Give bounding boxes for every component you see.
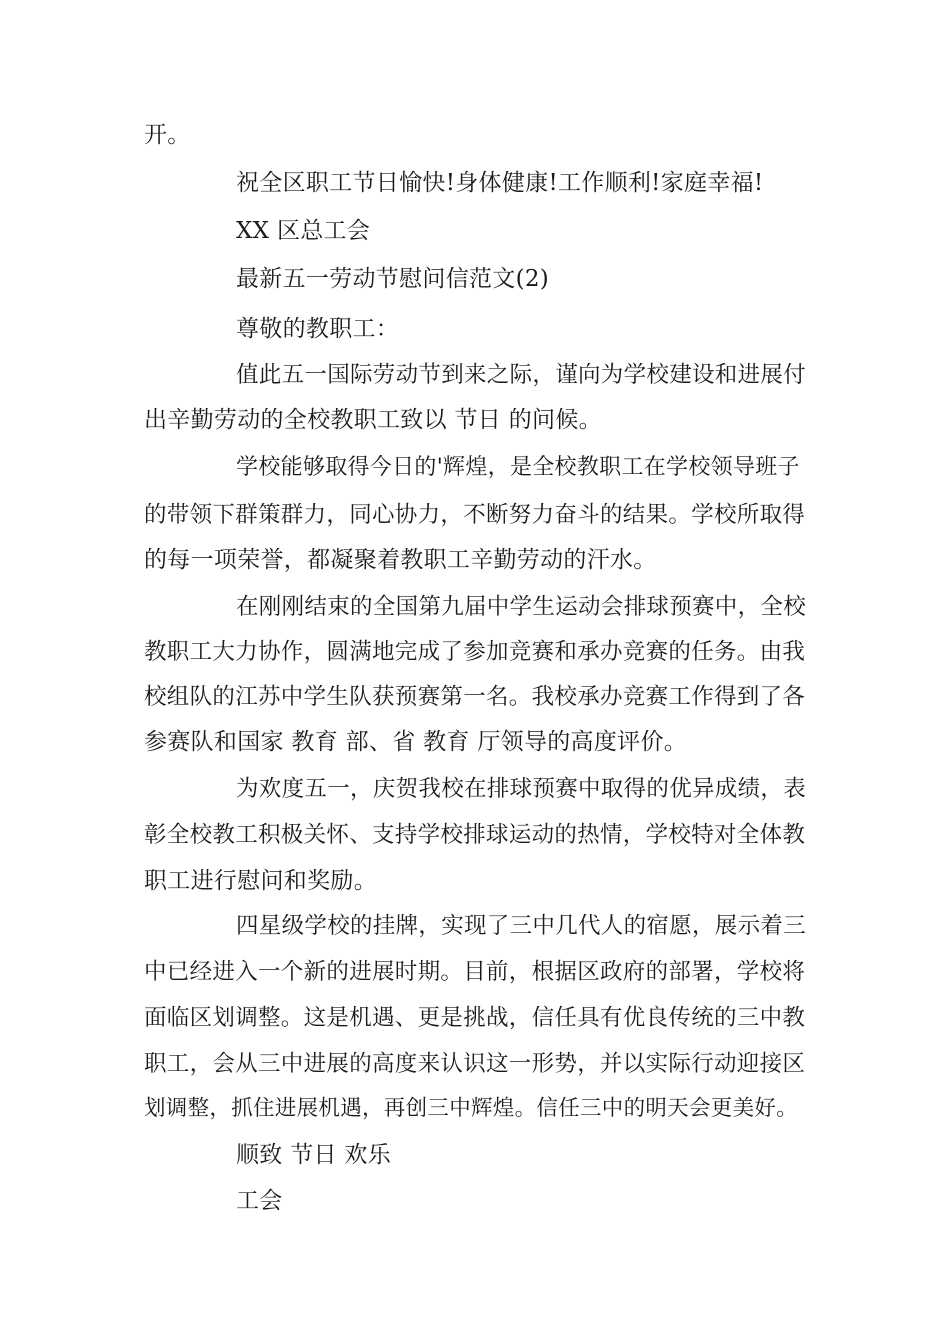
continuation-text: 开。 xyxy=(144,122,191,148)
paragraph-3-line-1: 在刚刚结束的全国第九届中学生运动会排球预赛中，全校 xyxy=(236,594,807,620)
paragraph-2-line-2: 的带领下群策群力，同心协力，不断努力奋斗的结果。学校所取得 xyxy=(144,502,806,528)
wish-line: 祝全区职工节日愉快!身体健康!工作顺利!家庭幸福! xyxy=(236,170,764,196)
sender-line: XX 区总工会 xyxy=(236,218,371,244)
paragraph-3-line-4: 参赛队和国家 教育 部、省 教育 厅领导的高度评价。 xyxy=(144,729,688,755)
paragraph-2-line-3: 的每一项荣誉，都凝聚着教职工辛勤劳动的汗水。 xyxy=(144,547,657,573)
paragraph-4-line-3: 职工进行慰问和奖励。 xyxy=(144,868,377,894)
paragraph-5-line-2: 中已经进入一个新的进展时期。目前，根据区政府的部署，学校将 xyxy=(144,959,806,985)
paragraph-2-line-1: 学校能够取得今日的'辉煌，是全校教职工在学校领导班子 xyxy=(236,455,800,480)
signature-line: 工会 xyxy=(236,1188,283,1214)
paragraph-5-line-1: 四星级学校的挂牌，实现了三中几代人的宿愿，展示着三 xyxy=(236,913,807,939)
paragraph-5-line-5: 划调整，抓住进展机遇，再创三中辉煌。信任三中的明天会更美好。 xyxy=(144,1096,799,1121)
letter-title: 最新五一劳动节慰问信范文(2) xyxy=(236,266,550,292)
paragraph-3-line-2: 教职工大力协作，圆满地完成了参加竞赛和承办竞赛的任务。由我 xyxy=(144,639,806,665)
paragraph-1-line-2: 出辛勤劳动的全校教职工致以 节日 的问候。 xyxy=(144,407,602,433)
paragraph-4-line-2: 彰全校教工积极关怀、支持学校排球运动的热情，学校特对全体教 xyxy=(144,822,806,848)
salutation: 尊敬的教职工： xyxy=(236,316,400,342)
closing-line: 顺致 节日 欢乐 xyxy=(236,1142,392,1168)
paragraph-4-line-1: 为欢度五一，庆贺我校在排球预赛中取得的优异成绩，表 xyxy=(236,776,807,802)
paragraph-3-line-3: 校组队的江苏中学生队获预赛第一名。我校承办竞赛工作得到了各 xyxy=(144,684,806,710)
paragraph-5-line-3: 面临区划调整。这是机遇、更是挑战，信任具有优良传统的三中教 xyxy=(144,1005,806,1031)
paragraph-1-line-1: 值此五一国际劳动节到来之际，谨向为学校建设和进展付 xyxy=(236,362,807,388)
paragraph-5-line-4: 职工，会从三中进展的高度来认识这一形势，并以实际行动迎接区 xyxy=(144,1051,806,1077)
